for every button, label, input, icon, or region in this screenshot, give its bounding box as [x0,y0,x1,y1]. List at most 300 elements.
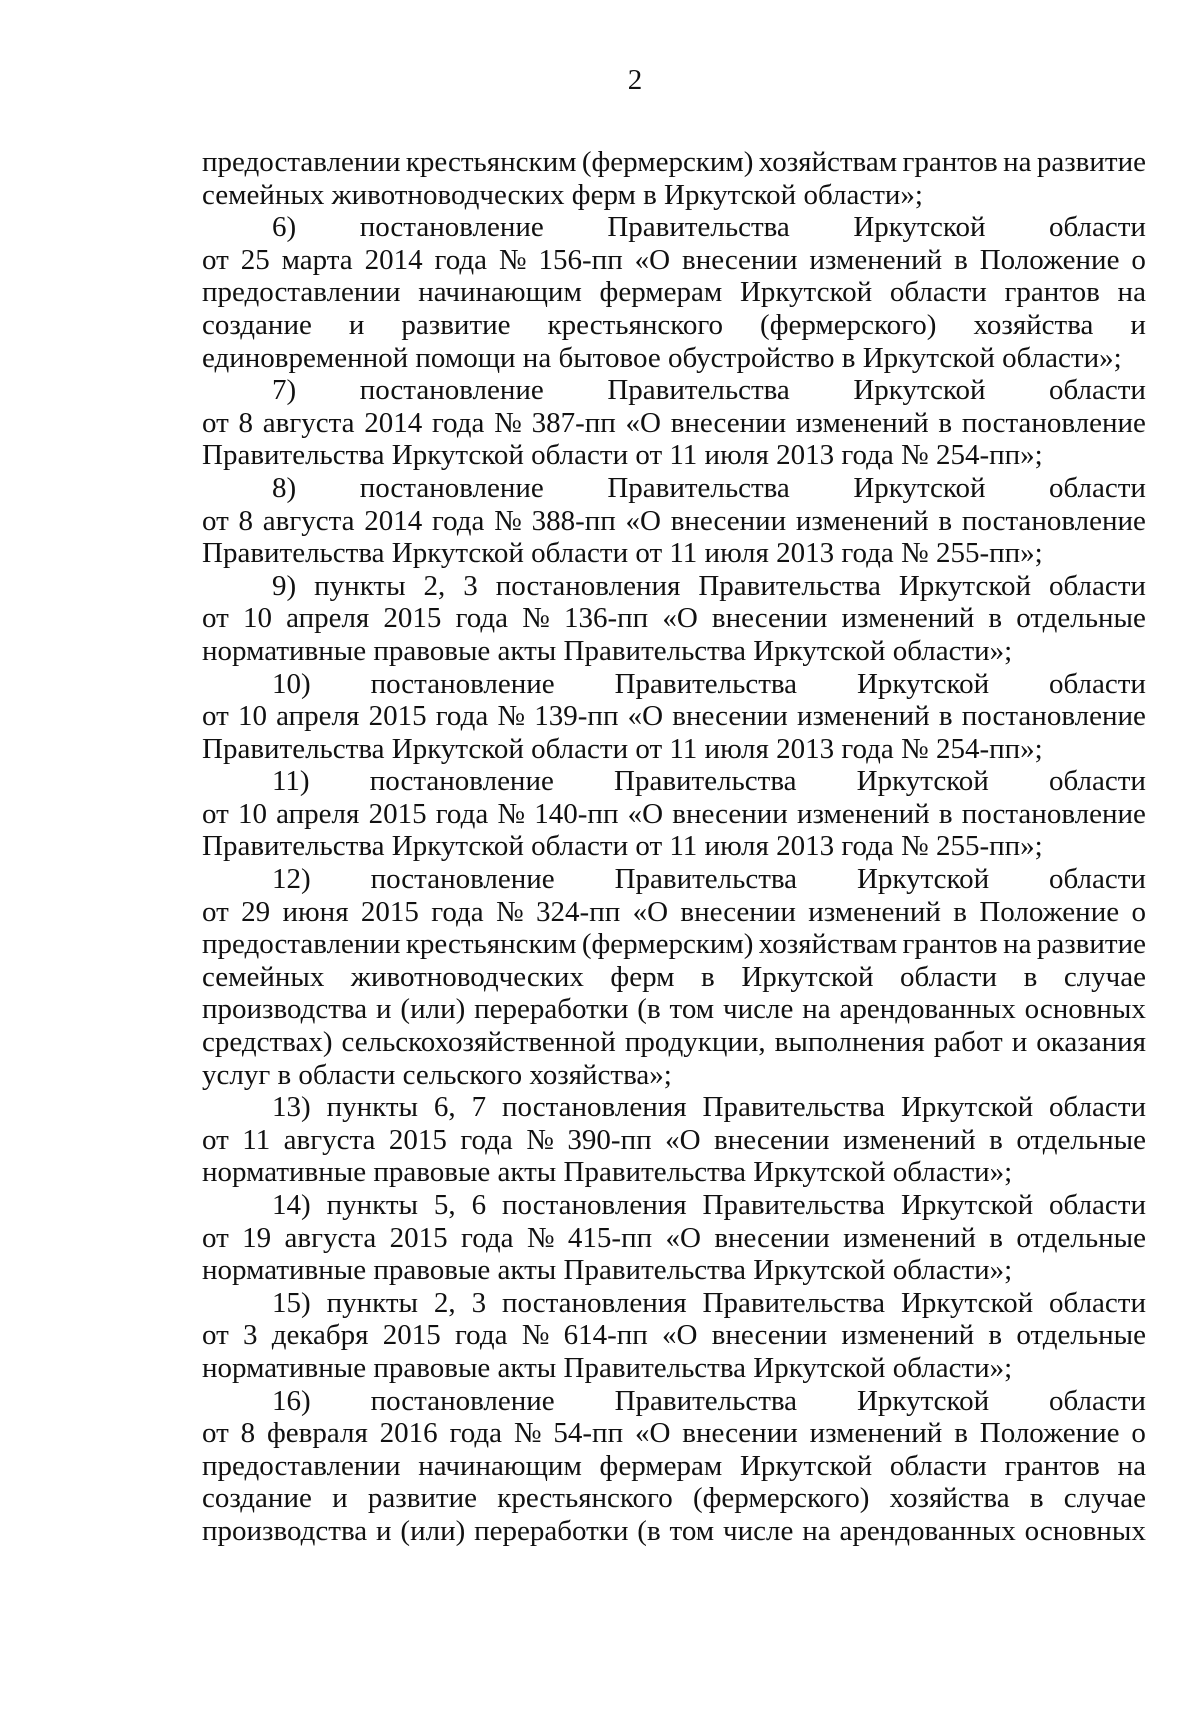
word: 2015 [368,700,427,733]
word: изменений [796,700,930,733]
word: развитие [1036,146,1146,178]
text-line [202,472,1146,505]
word: постановление [370,1384,555,1417]
word: работ [933,1026,1003,1059]
text-line: Правительства Иркутской области от 11 июля 2013 года № 255-пп»; [202,537,1043,570]
word: внесении [670,504,787,537]
word: 5, [433,1189,456,1221]
word: августа [284,1221,377,1254]
word: изменений [841,602,975,635]
word: арендованных [839,1514,1016,1547]
text-line [202,244,1146,277]
word: области [1049,1189,1146,1221]
text-line: нормативные правовые акты Правительства Иркутской области»; [202,634,1013,667]
word: 2015 [368,797,427,830]
word: 139-пп [534,700,619,733]
word: в [954,243,968,276]
word: изменений [809,243,943,276]
word: постановление [370,863,555,896]
word: № [497,700,526,733]
word: развитие [1036,928,1146,961]
word: внесении [682,1417,798,1450]
text-line: единовременной помощи на бытовое обустройство в Иркутской области»; [202,341,1122,374]
text-line: Правительства Иркутской области от 11 июля 2013 года № 254-пп»; [202,439,1043,472]
word: Иркутской [853,374,986,407]
word: числе [723,993,794,1026]
word: июня [282,895,349,928]
word: переработки [474,993,629,1026]
word: Иркутской [856,765,989,798]
word: внесении [714,1221,830,1254]
word: «О [632,895,669,928]
text-line [202,1482,1146,1515]
word: в [953,895,967,928]
word: 415-пп [567,1221,653,1254]
word: постановление [961,504,1146,537]
word: предоставлении [202,146,401,178]
word: предоставлении [202,928,401,961]
word: № [497,797,526,830]
word: изменений [842,1123,976,1156]
word: 16) [272,1384,311,1417]
word: Иркутской [900,1286,1034,1319]
word: Иркутской [739,1449,873,1482]
word: изменений [795,406,929,439]
word: 2015 [388,1123,447,1156]
text-line [202,928,1146,961]
word: изменений [808,895,941,928]
word: арендованных [839,993,1016,1026]
word: Иркутской [900,1091,1034,1124]
word: хозяйствам [758,146,898,178]
word: в [938,797,953,830]
word: области [1049,1384,1146,1417]
word: случае [1063,1482,1146,1515]
word: года [455,602,509,635]
word: года [461,1221,514,1254]
word: 3 [471,1286,487,1319]
text-line: нормативные правовые акты Правительства Иркутской области»; [202,1156,1013,1189]
word: Иркутской [856,1384,990,1417]
text-line [202,1222,1146,1255]
word: фермерам [599,276,723,309]
word: 2015 [360,895,419,928]
word: создание [202,308,312,341]
word: грантов [1004,1449,1100,1482]
word: (фермерским) [581,928,754,961]
word: 140-пп [534,797,619,830]
word: № [522,602,550,635]
word: изменений [795,504,929,537]
word: постановления [502,1286,687,1319]
word: «О [627,700,664,733]
word: Иркутской [853,211,986,244]
word: 156-пп [538,243,623,276]
word: № [521,1319,550,1352]
text-line: семейных животноводческих ферм в Иркутской области»; [202,178,923,211]
word: области [1049,1091,1146,1124]
word: постановление [359,374,544,407]
word: Правительства [614,863,798,896]
word: постановление [961,700,1146,733]
word: Иркутской [856,667,990,700]
word: «О [662,602,698,635]
word: апреля [276,700,360,733]
word: февраля [267,1417,368,1450]
text-line [202,1026,1146,1059]
word: грантов [902,928,998,961]
word: отдельные [1016,1221,1146,1254]
word: постановление [359,211,544,244]
word: области [1049,667,1146,700]
word: 9) [272,569,297,602]
word: 8 [238,504,254,537]
word: (в [637,993,661,1026]
word: в [701,960,715,993]
word: грантов [902,146,998,178]
word: изменений [843,1221,976,1254]
word: 3 [243,1319,258,1352]
word: выполнения [774,1026,925,1059]
word: изменений [796,797,930,830]
word: № [494,406,522,439]
word: создание [202,1482,312,1515]
word: Иркутской [741,960,874,993]
word: области [889,276,987,309]
text-line: нормативные правовые акты Правительства Иркутской области»; [202,1254,1013,1287]
word: постановление [961,406,1146,439]
word: Положение [979,1417,1120,1450]
word: ферм [610,960,675,993]
word: на [1003,928,1032,961]
word: «О [665,1221,701,1254]
word: декабря [271,1319,369,1352]
word: 8 [240,1417,256,1450]
word: 8 [238,406,254,439]
word: производства [202,993,368,1026]
word: Правительства [702,1286,886,1319]
word: 2015 [382,1319,441,1352]
word: пункты [314,569,406,602]
word: 29 [241,895,271,928]
word: постановления [502,1189,687,1221]
word: хозяйства [889,1482,1010,1515]
word: 12) [272,863,311,896]
text-line [202,570,1146,603]
word: изменений [841,1319,975,1352]
word: «О [625,406,661,439]
word: 10 [237,700,267,733]
word: животноводческих [350,960,584,993]
word: области [900,960,997,993]
word: от [202,406,229,439]
word: и [1011,1026,1028,1059]
word: в [989,1123,1003,1156]
word: числе [723,1514,794,1547]
word: от [202,1221,229,1254]
word: Правительства [614,1384,798,1417]
document-body [202,146,1146,1548]
word: Иркутской [898,569,1031,602]
word: «О [625,504,661,537]
word: Иркутской [739,276,873,309]
word: 2014 [364,504,423,537]
word: 6, [433,1091,456,1124]
text-line: нормативные правовые акты Правительства Иркутской области»; [202,1351,1013,1384]
word: года [434,243,487,276]
word: пункты [326,1189,418,1221]
word: (или) [400,993,466,1026]
word: постановления [495,569,681,602]
text-line [202,765,1146,798]
text-line [202,1189,1146,1222]
word: крестьянского [497,1482,673,1515]
word: года [431,406,485,439]
word: № [526,1123,554,1156]
word: пункты [326,1091,418,1124]
word: развитие [367,1482,477,1515]
word: 2014 [364,243,423,276]
word: Положение [979,243,1120,276]
word: развитие [401,308,511,341]
text-line [202,374,1146,407]
word: области [889,1449,987,1482]
word: «О [662,1319,698,1352]
word: Правительства [702,1091,886,1124]
word: от [202,504,229,537]
word: № [513,1417,542,1450]
word: года [431,895,484,928]
word: в [938,406,953,439]
word: (фермерского) [760,308,937,341]
word: Правительства [698,569,881,602]
word: (в [637,1514,661,1547]
word: 7) [272,374,297,407]
text-line [202,1417,1146,1450]
word: Положение [979,895,1120,928]
word: постановления [502,1091,687,1124]
word: внесении [672,700,788,733]
text-line: услуг в области сельского хозяйства»; [202,1058,672,1091]
word: отдельные [1016,602,1146,635]
word: августа [283,1123,376,1156]
word: 387-пп [531,406,616,439]
text-line [202,146,1146,179]
word: области [1049,863,1146,896]
word: том [669,993,715,1026]
word: 6) [272,211,297,244]
word: хозяйства [973,308,1094,341]
text-line [202,668,1146,701]
word: грантов [1004,276,1100,309]
word: года [460,1123,513,1156]
word: хозяйствам [758,928,898,961]
word: основных [1024,1514,1146,1547]
word: и [348,308,365,341]
word: Правительства [702,1189,886,1221]
text-line: Правительства Иркутской области от 11 июля 2013 года № 254-пп»; [202,732,1043,765]
text-line [202,1319,1146,1352]
text-line [202,505,1146,538]
text-line [202,1091,1146,1124]
word: «О [665,1123,701,1156]
word: 2014 [364,406,423,439]
word: 11) [272,765,310,798]
word: от [202,895,229,928]
word: сельскохозяйственной [341,1026,616,1059]
word: от [202,797,229,830]
word: внесении [682,243,798,276]
text-line [202,700,1146,733]
word: внесении [711,1319,828,1352]
word: и [332,1482,348,1515]
text-line [202,863,1146,896]
word: 2015 [389,1221,448,1254]
word: от [202,700,229,733]
word: 2015 [383,602,442,635]
word: от [202,1417,229,1450]
word: постановление [359,471,544,504]
word: основных [1024,993,1146,1026]
word: оказания [1036,1026,1146,1059]
word: внесении [680,895,796,928]
word: в [989,1221,1003,1254]
word: области [1048,569,1146,602]
word: апреля [276,797,360,830]
word: марта [281,243,353,276]
word: крестьянским [405,928,577,961]
word: года [431,504,485,537]
text-line [202,602,1146,635]
word: фермерам [599,1449,723,1482]
word: 10 [237,797,267,830]
word: области [1049,1286,1146,1319]
word: года [454,1319,508,1352]
word: от [202,1123,229,1156]
word: 10 [242,602,272,635]
word: Иркутской [856,863,990,896]
word: 11 [242,1123,271,1156]
word: 25 [240,243,270,276]
word: 614-пп [563,1319,648,1352]
word: № [494,504,522,537]
word: том [669,1514,715,1547]
word: «О [627,797,664,830]
word: начинающим [418,276,582,309]
word: 390-пп [567,1123,652,1156]
word: 8) [272,471,297,504]
word: отдельные [1016,1319,1146,1352]
word: 324-пп [536,895,621,928]
word: 2, [433,1286,456,1319]
word: постановление [369,765,554,798]
word: Иркутской [900,1189,1034,1221]
page-number: 2 [627,64,643,96]
word: 388-пп [531,504,616,537]
word: переработки [474,1514,629,1547]
word: внесении [670,406,787,439]
text-line [202,309,1146,342]
word: области [1049,471,1146,504]
word: Правительства [607,471,790,504]
word: в [1023,960,1038,993]
word: 54-пп [553,1417,624,1450]
text-line [202,896,1146,929]
word: «О [634,1417,671,1450]
text-line [202,1287,1146,1320]
word: года [449,1417,502,1450]
text-line [202,407,1146,440]
text-line [202,1450,1146,1483]
word: на [1117,1449,1146,1482]
word: апреля [286,602,370,635]
word: «О [634,243,671,276]
word: пункты [326,1286,418,1319]
word: постановление [961,797,1146,830]
word: Правительства [607,211,790,244]
word: отдельные [1016,1123,1146,1156]
word: предоставлении [202,1449,401,1482]
word: в [938,504,953,537]
word: года [435,700,489,733]
word: в [988,602,1003,635]
word: 3 [463,569,478,602]
text-line [202,993,1146,1026]
word: и [376,993,392,1026]
word: Правительства [614,765,797,798]
text-line [202,1124,1146,1157]
text-line [202,961,1146,994]
word: и [376,1514,392,1547]
word: 19 [242,1221,272,1254]
word: в [988,1319,1003,1352]
word: на [802,993,831,1026]
word: о [1131,895,1146,928]
word: № [498,243,527,276]
word: изменений [809,1417,943,1450]
word: № [496,895,524,928]
word: производства [202,1514,368,1547]
word: и [1130,308,1146,341]
word: от [202,602,229,635]
word: семейных [202,960,325,993]
word: (фермерского) [692,1482,870,1515]
word: в [954,1417,968,1450]
text-line [202,1385,1146,1418]
word: случае [1063,960,1146,993]
word: 2, [423,569,446,602]
word: на [1003,146,1032,178]
word: от [202,1319,229,1352]
word: Иркутской [853,471,986,504]
word: области [1049,765,1146,798]
word: Правительства [607,374,790,407]
word: 10) [272,667,311,700]
word: 15) [272,1286,311,1319]
word: года [435,797,489,830]
word: в [1029,1482,1044,1515]
word: на [1117,276,1146,309]
word: 13) [272,1091,311,1124]
word: внесении [711,602,828,635]
word: 7 [471,1091,487,1124]
word: на [802,1514,831,1547]
text-line: Правительства Иркутской области от 11 июля 2013 года № 255-пп»; [202,830,1043,863]
word: области [1049,374,1146,407]
text-line [202,276,1146,309]
word: (фермерским) [581,146,754,178]
word: области [1049,211,1146,244]
